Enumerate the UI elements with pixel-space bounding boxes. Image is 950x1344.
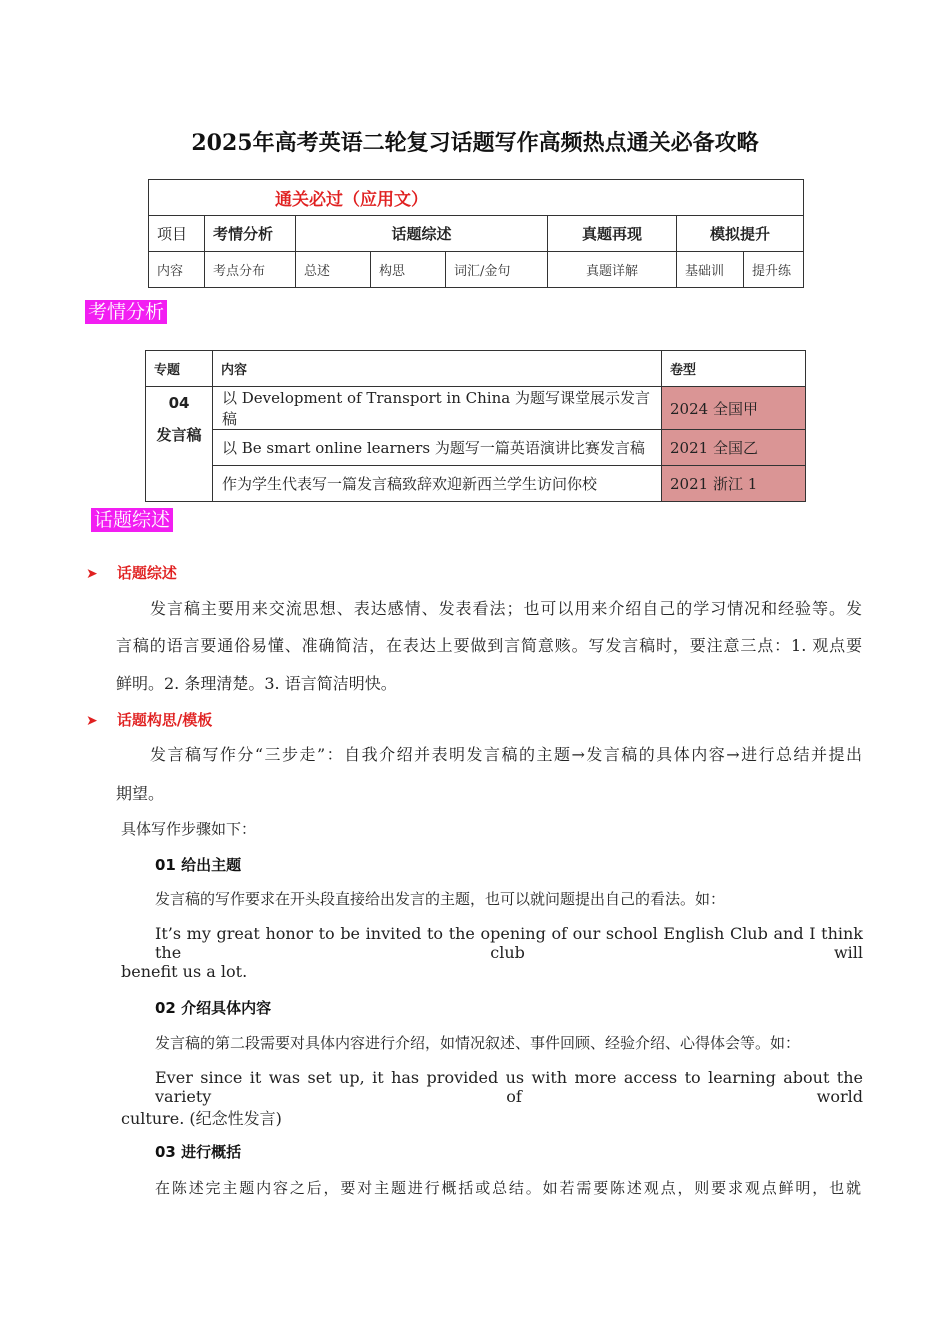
overview-line-2: 言稿的语言要通俗易懂、准确简洁，在表达上要做到言简意赅。写发言稿时，要注意三点：1. 观点要 — [116, 636, 862, 655]
exam-header-paper: 卷型 — [662, 351, 806, 387]
topic-number: 04 — [168, 394, 190, 412]
arrow-bullet-icon: ➤ — [86, 566, 98, 582]
exam-header-content: 内容 — [213, 351, 662, 387]
overview-heading-text: 话题综述 — [116, 564, 177, 582]
step1-desc: 发言稿的写作要求在开头段直接给出发言的主题，也可以就问题提出自己的看法。如： — [155, 890, 726, 908]
nav-cell-content: 内容 — [149, 252, 205, 288]
overview-line-3: 鲜明。2. 条理清楚。3. 语言简洁明快。 — [116, 674, 397, 693]
nav-cell-analysis: 考情分析 — [205, 216, 296, 252]
navigation-table — [148, 179, 804, 288]
exam-row-paper: 2024 全国甲 — [662, 387, 806, 430]
exam-header-topic: 专题 — [146, 351, 213, 387]
nav-cell-explanation: 真题详解 — [548, 252, 677, 288]
nav-table-header: 通关必过（应用文） — [149, 180, 804, 216]
step2-desc: 发言稿的第二段需要对具体内容进行介绍，如情况叙述、事件回顾、经验介绍、心得体会等。如： — [155, 1034, 801, 1052]
section-tag-analysis: 考情分析 — [85, 300, 167, 324]
exam-row-content: 作为学生代表写一篇发言稿致辞欢迎新西兰学生访问你校 — [213, 466, 662, 502]
step1-title: 01 给出主题 — [155, 856, 242, 874]
overview-heading — [86, 562, 177, 583]
structure-line-1: 发言稿写作分“三步走”：自我介绍并表明发言稿的主题→发言稿的具体内容→进行总结并提出 — [150, 745, 862, 764]
nav-cell-item: 项目 — [149, 216, 205, 252]
structure-heading-text: 话题构思/模板 — [116, 711, 213, 729]
nav-cell-real-exam: 真题再现 — [548, 216, 677, 252]
nav-cell-basic: 基础训 — [677, 252, 744, 288]
step3-desc: 在陈述完主题内容之后，要对主题进行概括或总结。如若需要陈述观点，则要求观点鲜明，也就 — [155, 1179, 861, 1197]
structure-intro: 具体写作步骤如下： — [121, 820, 257, 838]
exam-row-paper: 2021 浙江 1 — [662, 466, 806, 502]
step2-example-line1: Ever since it was set up, it has provided us with more access to learning about the variety of world — [155, 1068, 863, 1106]
nav-cell-distribution: 考点分布 — [205, 252, 296, 288]
nav-cell-vocab: 词汇/金句 — [446, 252, 548, 288]
topic-name: 发言稿 — [156, 426, 202, 444]
step2-title: 02 介绍具体内容 — [155, 999, 272, 1017]
exam-row-content: 以 Development of Transport in China 为题写课堂展示发言稿 — [213, 387, 662, 430]
exam-row-content: 以 Be smart online learners 为题写一篇英语演讲比赛发言稿 — [213, 430, 662, 466]
step3-title: 03 进行概括 — [155, 1143, 242, 1161]
structure-line-2: 期望。 — [116, 784, 165, 803]
step1-example-line2: benefit us a lot. — [121, 962, 248, 981]
nav-cell-practice: 模拟提升 — [677, 216, 804, 252]
structure-heading — [86, 709, 212, 730]
exam-topic-cell — [146, 387, 213, 502]
overview-line-1: 发言稿主要用来交流思想、表达感情、发表看法；也可以用来介绍自己的学习情况和经验等。发 — [150, 599, 862, 618]
nav-cell-overview: 话题综述 — [296, 216, 548, 252]
nav-cell-summary: 总述 — [296, 252, 371, 288]
section-tag-overview: 话题综述 — [91, 508, 173, 532]
step1-example-line1: It’s my great honor to be invited to the opening of our school English Club and I think the club will — [155, 924, 863, 962]
exam-row-paper: 2021 全国乙 — [662, 430, 806, 466]
nav-cell-advanced: 提升练 — [744, 252, 804, 288]
step2-example-line2: culture. (纪念性发言) — [121, 1109, 282, 1128]
document-title: 2025年高考英语二轮复习话题写作高频热点通关必备攻略 — [191, 130, 759, 156]
exam-table — [145, 350, 806, 502]
nav-cell-idea: 构思 — [371, 252, 446, 288]
arrow-bullet-icon: ➤ — [86, 713, 98, 729]
